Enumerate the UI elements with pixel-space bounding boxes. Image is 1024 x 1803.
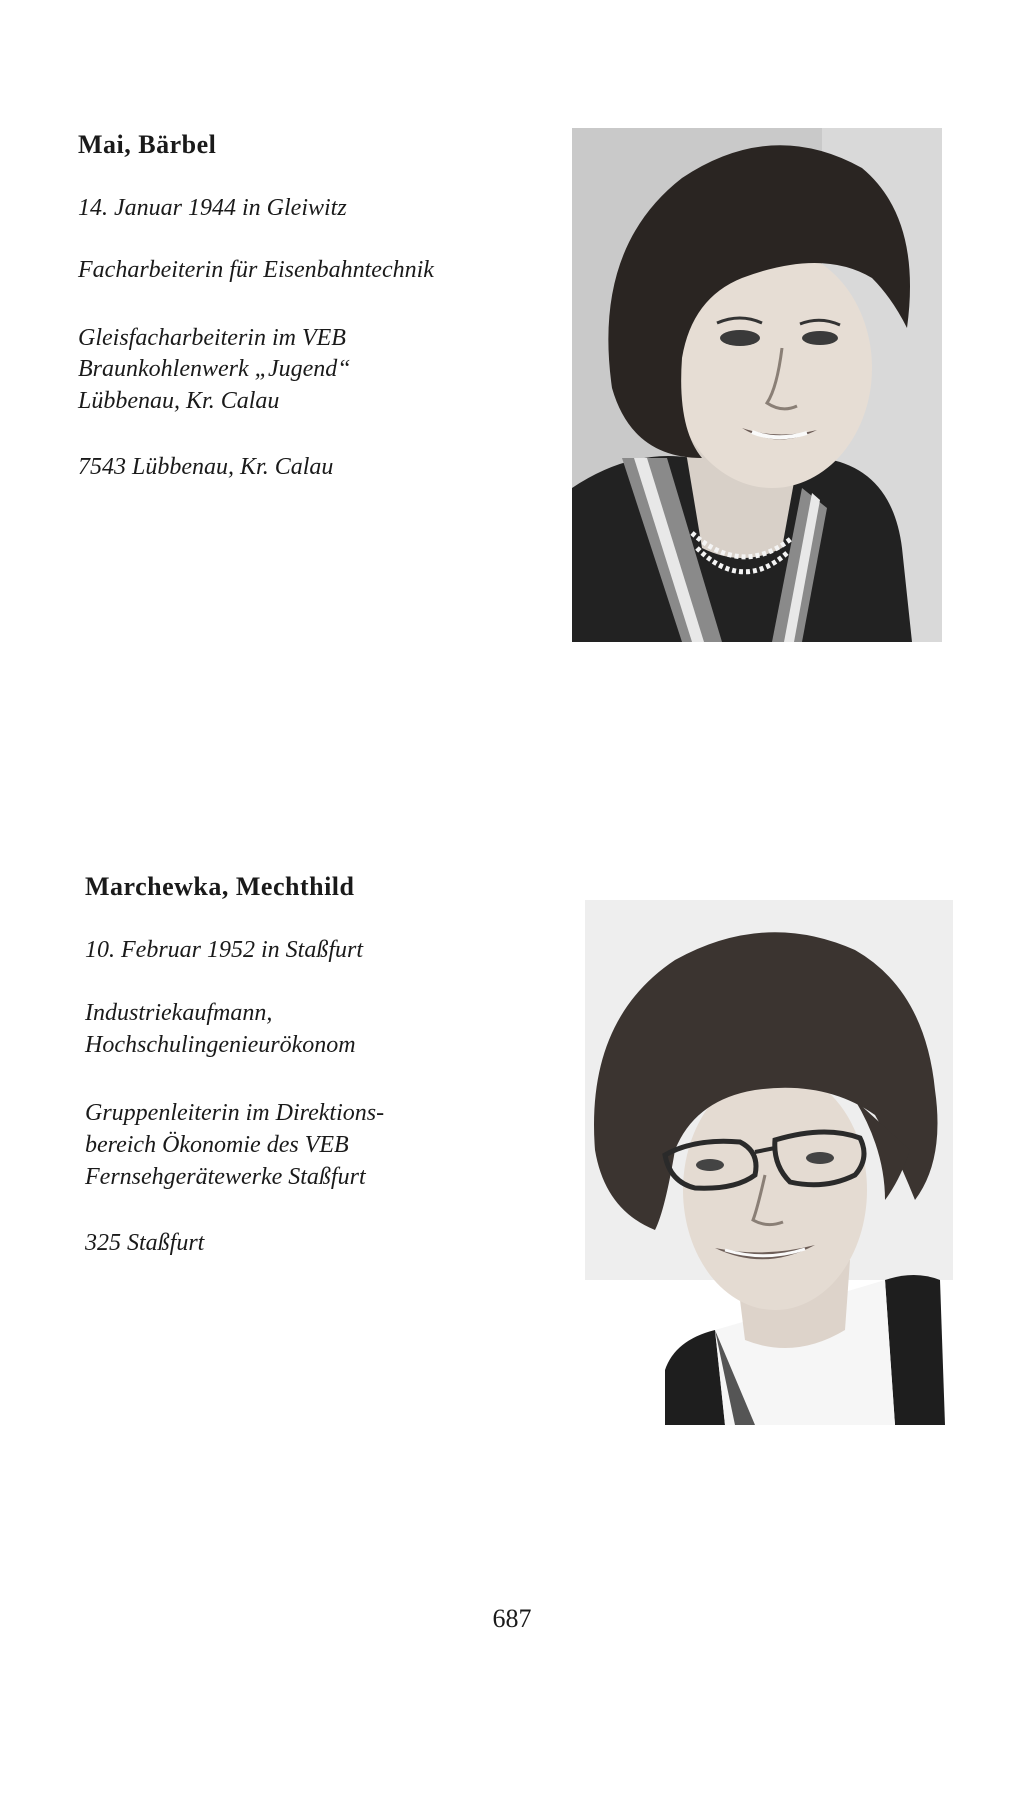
entry-work-line: Fernsehgerätewerke Staßfurt xyxy=(85,1164,366,1190)
entry-profession: Facharbeiterin für Eisenbahntechnik xyxy=(78,257,434,283)
entry-work-line: Gleisfacharbeiterin im VEB xyxy=(78,325,346,351)
entry-name: Marchewka, Mechthild xyxy=(85,872,355,901)
entry-address: 325 Staßfurt xyxy=(85,1230,205,1256)
entry-birth: 14. Januar 1944 in Gleiwitz xyxy=(78,195,347,221)
entry-work-line: Gruppenleiterin im Direktions- xyxy=(85,1100,385,1126)
portrait-illustration xyxy=(585,900,953,1425)
entry-mai-baerbel xyxy=(0,0,1024,660)
entry-name: Mai, Bärbel xyxy=(78,130,217,159)
entry-profession: Industriekaufmann, xyxy=(85,1000,273,1026)
page-number: 687 xyxy=(492,1604,532,1633)
entry-address: 7543 Lübbenau, Kr. Calau xyxy=(78,454,334,480)
portrait-photo xyxy=(585,900,953,1425)
entry-work-line: Braunkohlenwerk „Jugend“ xyxy=(78,356,351,382)
entry-work-line: Lübbenau, Kr. Calau xyxy=(78,388,280,414)
entry-marchewka-mechthild xyxy=(0,860,1024,1420)
portrait-photo xyxy=(572,128,942,642)
entry-profession: Hochschulingenieurökonom xyxy=(85,1032,356,1058)
entry-work-line: bereich Ökonomie des VEB xyxy=(85,1132,349,1158)
portrait-illustration xyxy=(572,128,942,642)
entry-birth: 10. Februar 1952 in Staßfurt xyxy=(85,937,364,963)
